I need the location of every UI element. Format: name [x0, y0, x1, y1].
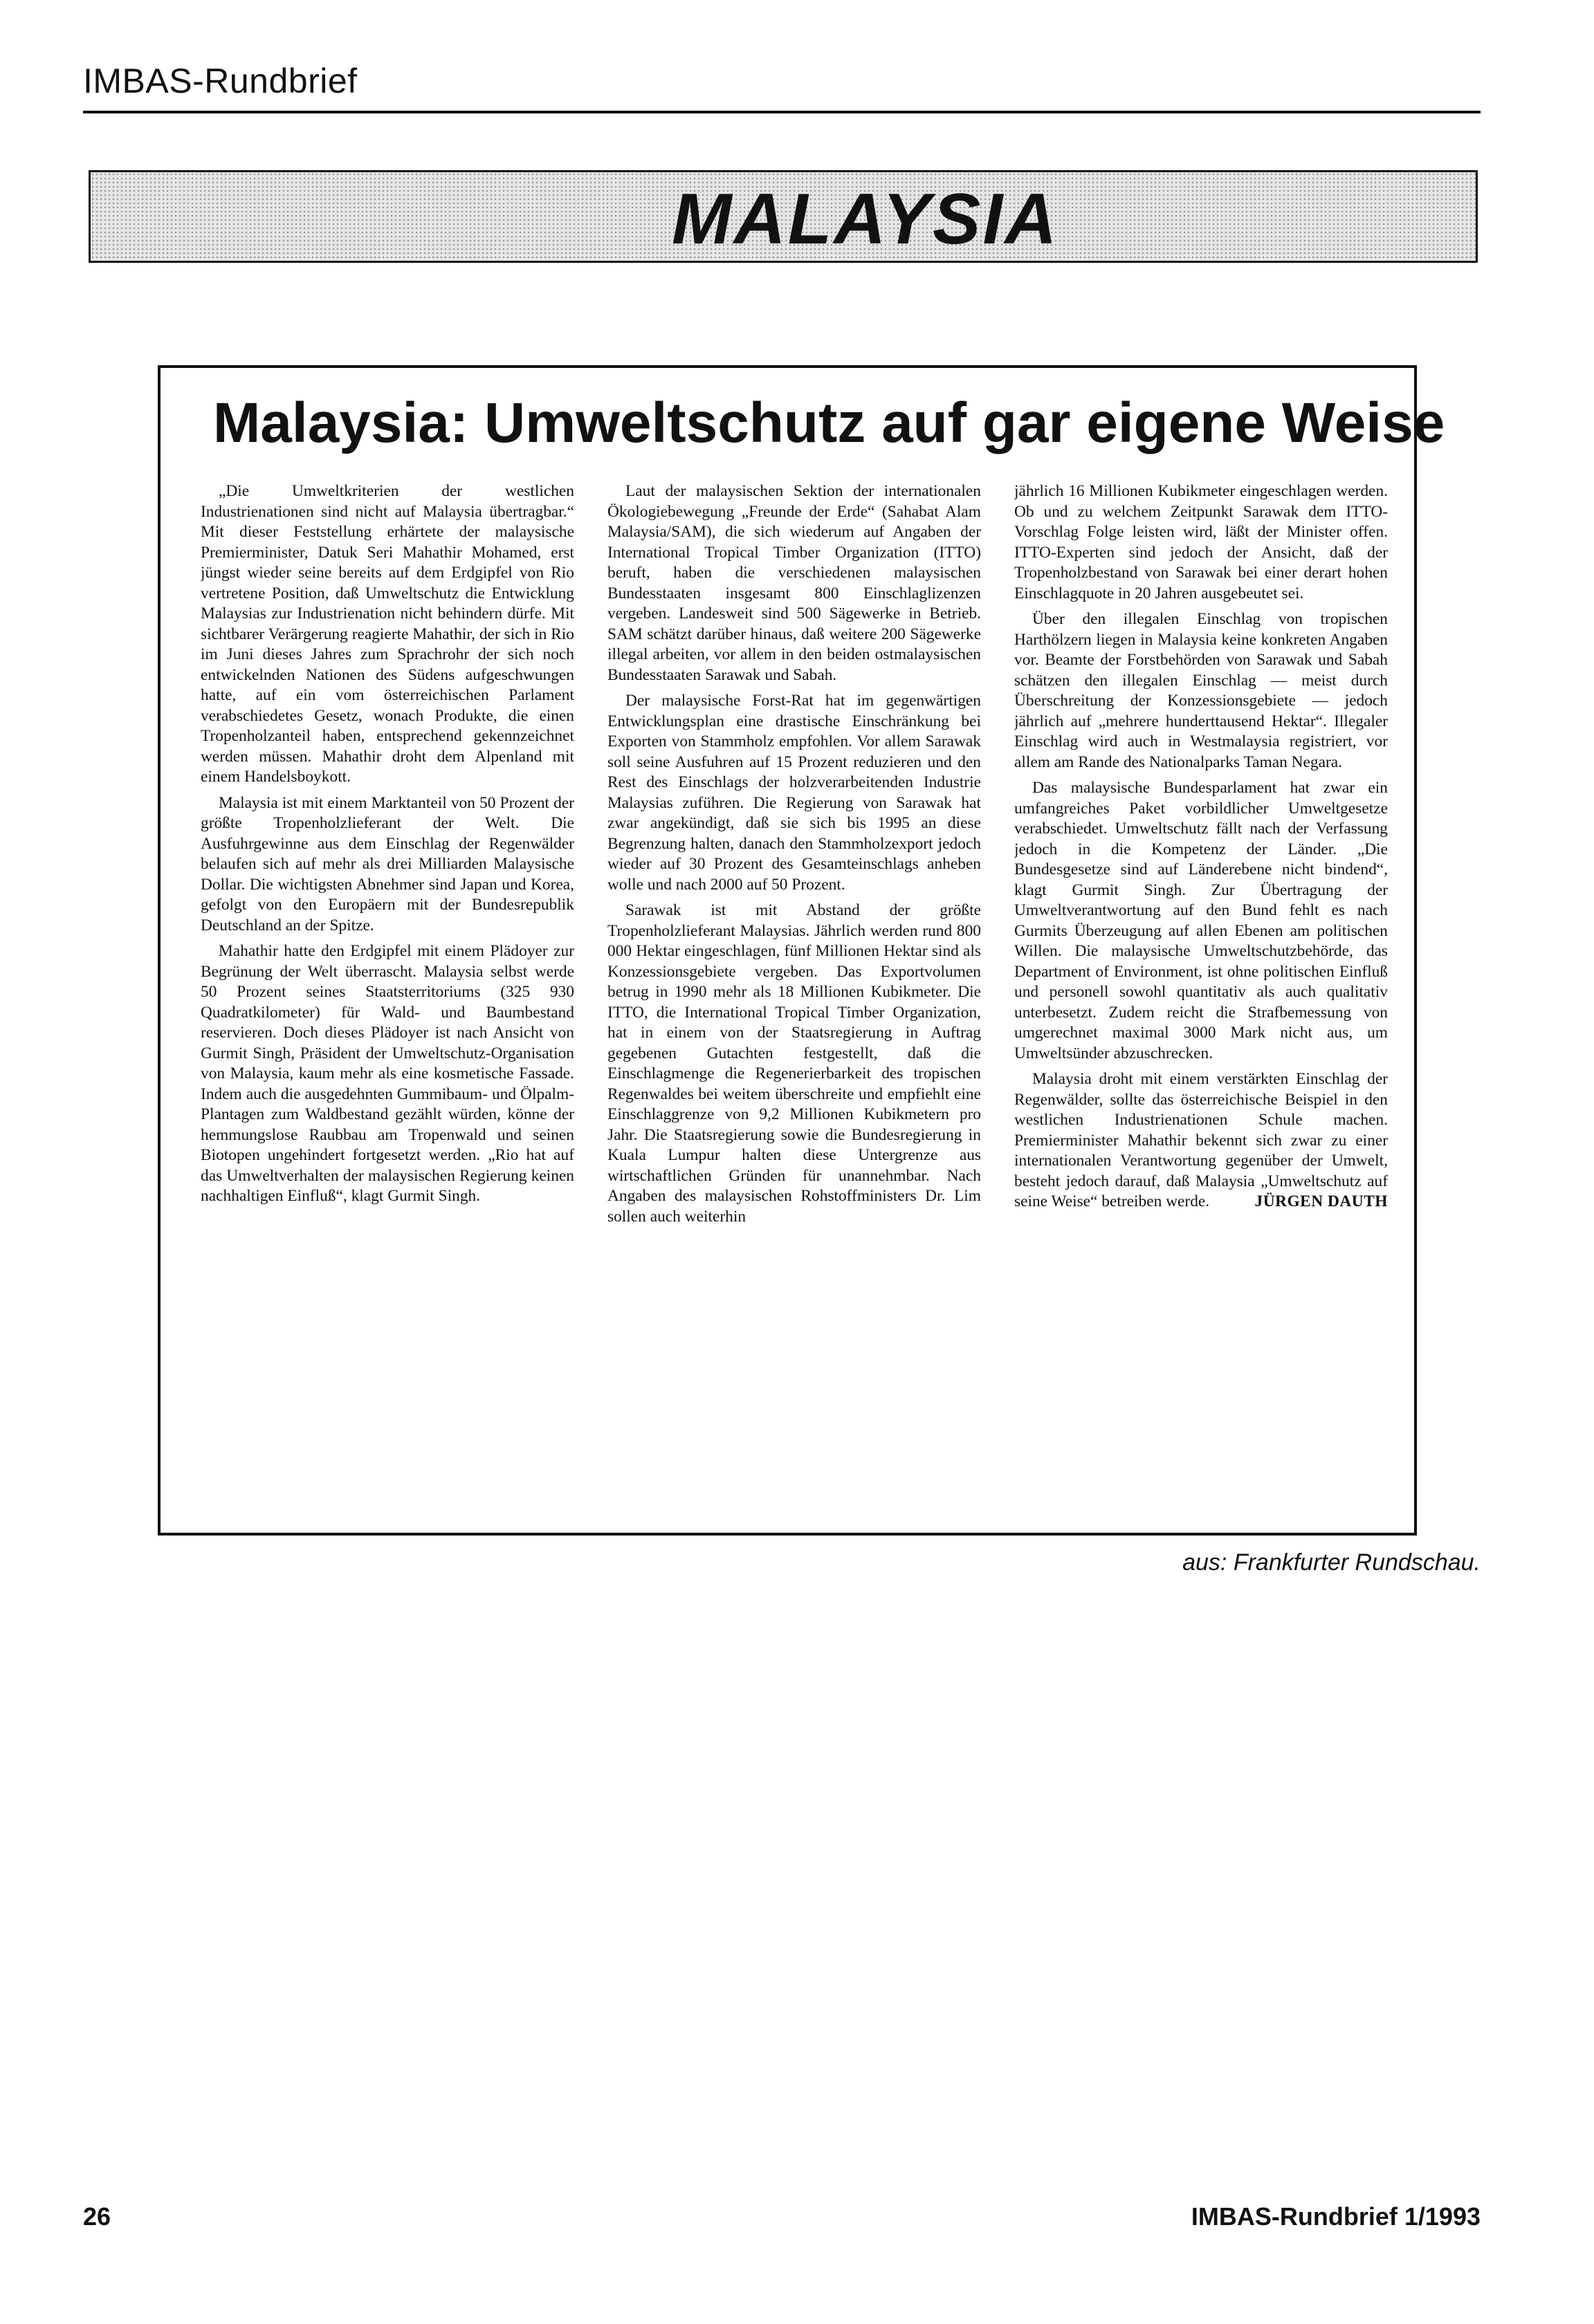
paragraph: Über den illegalen Einschlag von tropischen Harthölzern liegen in Malaysia keine konkreten Angaben vor. Beamte der Forstbehörden von Sarawak und Sabah schätzen den illegalen Einschlag — meist durch Überschreitung der Konzessionsgebiete — jedoch jährlich auf „mehrere hunderttausend Hektar“. Illegaler Einschlag wird auch in Westmalaysia registriert, vor allem am Rande des Nationalparks Taman Negara.: [1014, 610, 1388, 771]
paragraph: jährlich 16 Millionen Kubikmeter eingeschlagen werden. Ob und zu welchem Zeitpunkt Sarawak dem ITTO-Vorschlag Folge leisten wird, läßt der Minister offen. ITTO-Experten sind jedoch der Ansicht, daß der Tropenholzbestand von Sarawak bei einer derart hohen Einschlagquote in 20 Jahren ausgebeutet sei.: [1014, 482, 1388, 602]
paragraph: Sarawak ist mit Abstand der größte Tropenholzlieferant Malaysias. Jährlich werden rund 800 000 Hektar eingeschlagen, fünf Millionen Hektar sind als Konzessionsgebiete vergeben. Das Exportvolumen betrug in 1990 mehr als 18 Millionen Kubikmeter. Die ITTO, die International Tropical Timber Organization, hat in einem von der Staatsregierung in Auftrag gegebenen Gutachten festgestellt, daß die Einschlagmenge die Regenerierbarkeit des tropischen Regenwaldes bei weitem überschreite und empfiehlt eine Einschlaggrenze von 9,2 Millionen Kubikmetern pro Jahr. Die Staatsregierung sowie die Bundesregierung in Kuala Lumpur halten diese Untergrenze aus wirtschaftlichen Gründen für unannehmbar. Nach Angaben des malaysischen Rohstoffministers Dr. Lim sollen auch weiterhin: [607, 901, 981, 1226]
footer-issue: IMBAS-Rundbrief 1/1993: [1191, 2202, 1481, 2231]
page-number: 26: [83, 2202, 111, 2231]
paragraph: Das malaysische Bundesparlament hat zwar ein umfangreiches Paket vorbildlicher Umweltgesetze verabschiedet. Umweltschutz fällt nach der Verfassung jedoch in die Kompetenz der Länder. „Die Bundesgesetze sind auf Länderebene nicht bindend“, klagt Gurmit Singh. Zur Übertragung der Umweltverantwortung auf den Bund fehlt es nach Gurmits Überzeugung auf allen Ebenen am politischen Willen. Die malaysische Umweltschutzbehörde, das Department of Environment, ist ohne politischen Einfluß und personell sowohl quantitativ als auch qualitativ unterbesetzt. Zudem reicht die Strafbemessung von umgerechnet maximal 3000 Mark nicht aus, um Umweltsünder abzuschrecken.: [1014, 779, 1388, 1062]
header-title: IMBAS-Rundbrief: [83, 62, 358, 100]
article-columns: [201, 481, 1388, 1512]
paragraph: Laut der malaysischen Sektion der internationalen Ökologiebewegung „Freunde der Erde“ (Sahabat Alam Malaysia/SAM), die sich wiederum auf Angaben der International Tropical Timber Organization (ITTO) beruft, haben die verschiedenen malaysischen Bundesstaaten insgesamt 800 Einschlaglizenzen vergeben. Landesweit sind 500 Sägewerke in Betrieb. SAM schätzt darüber hinaus, daß weitere 200 Sägewerke illegal arbeiten, vor allem in den beiden ostmalaysischen Bundesstaaten Sarawak und Sabah.: [607, 482, 981, 684]
closing-paragraph: [1014, 1069, 1388, 1212]
article-column-1: [201, 481, 574, 1512]
article-column-2: [607, 481, 981, 1512]
article-column-3: [1014, 481, 1388, 1512]
author-byline: JÜRGEN DAUTH: [1254, 1192, 1388, 1210]
header-rule: [83, 111, 1481, 113]
section-title: MALAYSIA: [672, 179, 1059, 259]
paragraph: Der malaysische Forst-Rat hat im gegenwärtigen Entwicklungsplan eine drastische Einschränkung bei Exporten von Stammholz empfohlen. Vor allem Sarawak soll seine Ausfuhren auf 15 Prozent reduzieren und den Rest des Einschlags der holzverarbeitenden Industrie Malaysias zuführen. Die Regierung von Sarawak hat zwar angekündigt, daß sie sich bis 1995 an diese Begrenzung halten, danach den Stammholzexport jedoch wieder auf 30 Prozent des Gesamteinschlags anheben wolle und nach 2000 auf 50 Prozent.: [607, 692, 981, 894]
article-box: [158, 365, 1445, 1536]
paragraph: Malaysia ist mit einem Marktanteil von 50 Prozent der größte Tropenholzlieferant der Welt. Die Ausfuhrgewinne aus dem Einschlag der Regenwälder belaufen sich auf mehr als drei Milliarden Malaysische Dollar. Die wichtigsten Abnehmer sind Japan und Korea, gefolgt von den Europäern mit der Bundesrepublik Deutschland an der Spitze.: [201, 793, 574, 934]
paragraph-text: Malaysia droht mit einem verstärkten Einschlag der Regenwälder, sollte das österreichische Beispiel in den westlichen Industrienationen Schule machen. Premierminister Mahathir bekennt sich zwar zu einer internationalen Verantwortung gegenüber der Umwelt, besteht jedoch darauf, daß Malaysia „Umweltschutz auf seine Weise“ betreiben werde.: [1014, 1070, 1388, 1210]
section-banner: [89, 170, 1478, 263]
source-credit: aus: Frankfurter Rundschau.: [1182, 1549, 1481, 1576]
article-headline: Malaysia: Umweltschutz auf gar eigene Weise: [213, 391, 1445, 454]
paragraph: Mahathir hatte den Erdgipfel mit einem Plädoyer zur Begrünung der Welt überrascht. Malaysia selbst werde 50 Prozent seines Staatsterritoriums (325 930 Quadratkilometer) für Wald- und Baumbestand reservieren. Doch dieses Plädoyer ist nach Ansicht von Gurmit Singh, Präsident der Umweltschutz-Organisation von Malaysia, kaum mehr als eine kosmetische Fassade. Indem auch die ausgedehnten Gummibaum- und Ölpalm-Plantagen zum Waldbestand gezählt würden, könne der hemmungslose Raubbau am Tropenwald und seinen Biotopen ungehindert fortgesetzt werden. „Rio hat auf das Umweltverhalten der malaysischen Regierung keinen nachhaltigen Einfluß“, klagt Gurmit Singh.: [201, 942, 574, 1205]
paragraph: „Die Umweltkriterien der westlichen Industrienationen sind nicht auf Malaysia übertragbar.“ Mit dieser Feststellung erhärtete der malaysische Premierminister, Datuk Seri Mahathir Mohamed, erst jüngst wieder seine bereits auf dem Erdgipfel von Rio vertretene Position, daß Umweltschutz die Entwicklung Malaysias zur Industrienation nicht behindern dürfe. Mit sichtbarer Verärgerung reagierte Mahathir, der sich in Rio im Juni dieses Jahres zum Sprachrohr der sich noch entwickelnden Nationen des Südens aufgeschwungen hatte, auf ein vom österreichischen Parlament verabschiedetes Gesetz, wonach Produkte, die einen Tropenholzanteil haben, entsprechend gekennzeichnet werden müssen. Mahathir droht dem Alpenland mit einem Handelsboykott.: [201, 482, 574, 786]
